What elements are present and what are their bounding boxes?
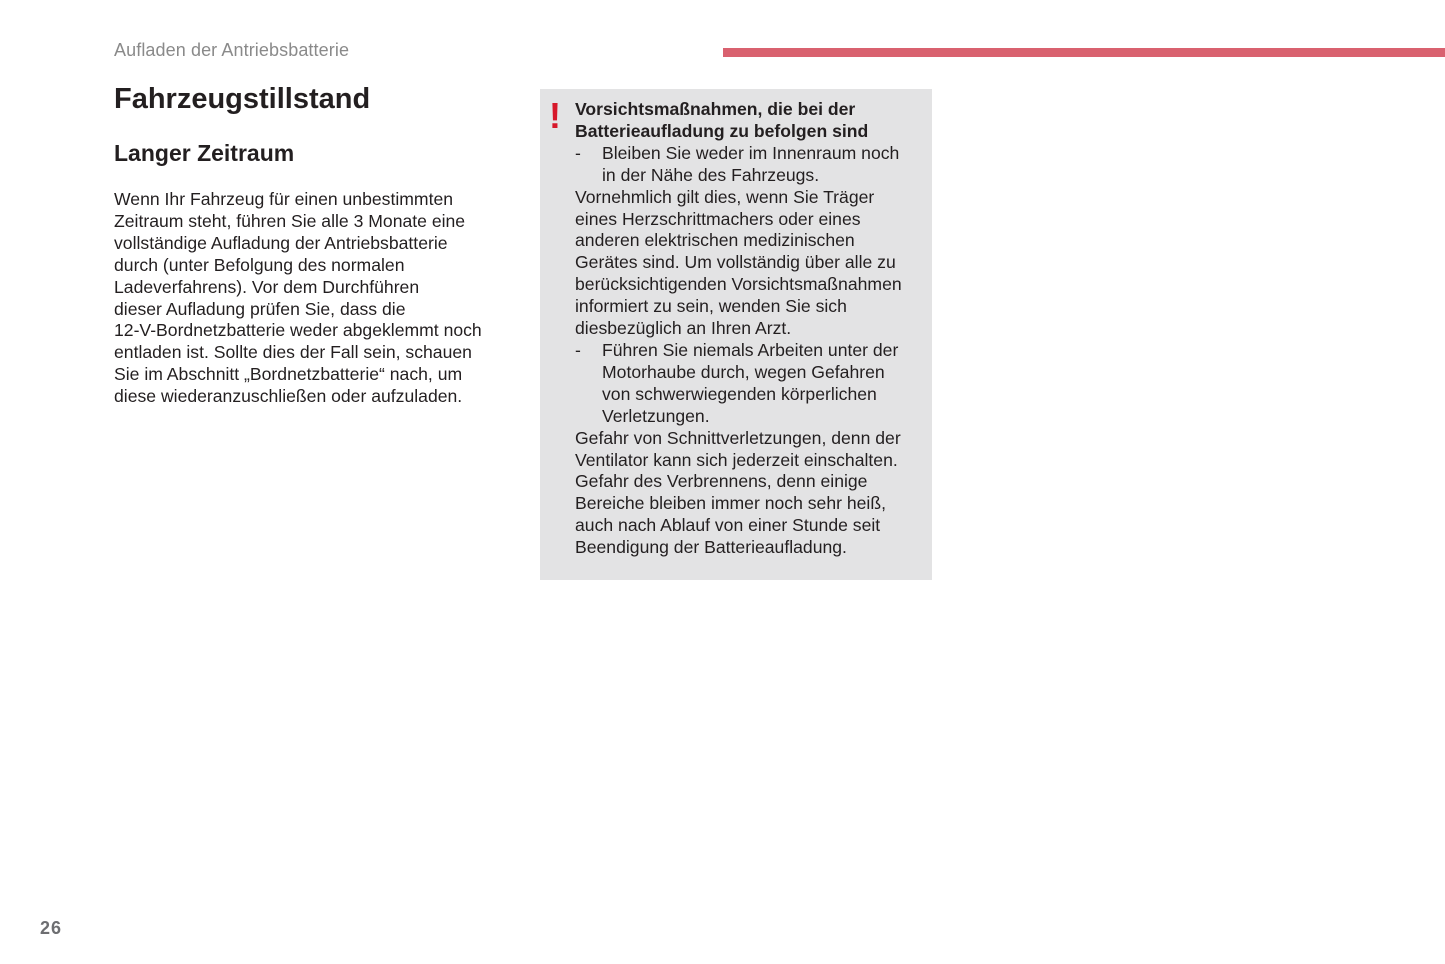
paragraph-line: dieser Aufladung prüfen Sie, dass die <box>114 298 406 319</box>
paragraph-line: 12-V-Bordnetzbatterie weder abgeklemmt noch <box>114 320 482 341</box>
warning-content <box>575 99 931 559</box>
bullet-dash: - <box>575 339 581 360</box>
warning-text-line: diesbezüglich an Ihren Arzt. <box>575 318 792 339</box>
warning-text-2 <box>575 428 931 559</box>
warning-text-line: Gefahr von Schnittverletzungen, denn der <box>575 427 901 448</box>
bullet-line: Verletzungen. <box>602 405 710 426</box>
paragraph-line: Wenn Ihr Fahrzeug für einen unbestimmten <box>114 189 454 209</box>
warning-text-line: Beendigung der Batterieaufladung. <box>575 537 847 558</box>
warning-text-line: Vornehmlich gilt dies, wenn Sie Träger <box>575 186 875 207</box>
paragraph-line: Sie im Abschnitt „Bordnetzbatterie“ nach, um <box>114 364 463 385</box>
bullet-line: Führen Sie niemals Arbeiten unter der <box>602 339 899 360</box>
sub-heading: Langer Zeitraum <box>114 140 295 166</box>
warning-bullet-2 <box>575 340 931 428</box>
paragraph-line: Zeitraum steht, führen Sie alle 3 Monate eine <box>114 210 466 231</box>
warning-title-line: Batterieaufladung zu befolgen sind <box>575 120 869 141</box>
section-title: Aufladen der Antriebsbatterie <box>114 40 350 60</box>
paragraph-line: entladen ist. Sollte dies der Fall sein, schauen <box>114 342 472 363</box>
warning-text-line: informiert zu sein, wenden Sie sich <box>575 296 847 317</box>
warning-text-line: anderen elektrischen medizinischen <box>575 230 855 251</box>
bullet-line: Motorhaube durch, wegen Gefahren <box>602 361 885 382</box>
bullet-line: von schwerwiegenden körperlichen <box>602 383 877 404</box>
bullet-dash: - <box>575 142 581 163</box>
warning-text-line: auch nach Ablauf von einer Stunde seit <box>575 515 881 536</box>
bullet-line: in der Nähe des Fahrzeugs. <box>602 164 820 185</box>
paragraph-line: durch (unter Befolgung des normalen <box>114 254 405 275</box>
warning-text-line: eines Herzschrittmachers oder eines <box>575 208 861 229</box>
page-heading: Fahrzeugstillstand <box>114 83 371 115</box>
paragraph-line: vollständige Aufladung der Antriebsbatterie <box>114 232 448 253</box>
warning-title-line: Vorsichtsmaßnahmen, die bei der <box>575 99 856 119</box>
warning-text-line: Bereiche bleiben immer noch sehr heiß, <box>575 493 886 514</box>
warning-text-line: Gefahr des Verbrennens, denn einige <box>575 471 868 492</box>
paragraph-line: Ladeverfahrens). Vor dem Durchführen <box>114 276 420 297</box>
warning-title <box>575 99 931 143</box>
header-accent-bar <box>723 48 1445 57</box>
exclamation-icon: ! <box>549 95 561 136</box>
warning-text-1 <box>575 187 931 340</box>
warning-text-line: Ventilator kann sich jederzeit einschalten. <box>575 449 898 470</box>
body-paragraph <box>114 189 514 408</box>
warning-text-line: Gerätes sind. Um vollständig über alle zu <box>575 252 896 273</box>
paragraph-line: diese wiederanzuschließen oder aufzuladen. <box>114 386 463 407</box>
warning-bullet-1 <box>575 143 931 187</box>
page-number: 26 <box>40 918 63 938</box>
bullet-line: Bleiben Sie weder im Innenraum noch <box>602 142 900 163</box>
warning-text-line: berücksichtigenden Vorsichtsmaßnahmen <box>575 274 902 295</box>
